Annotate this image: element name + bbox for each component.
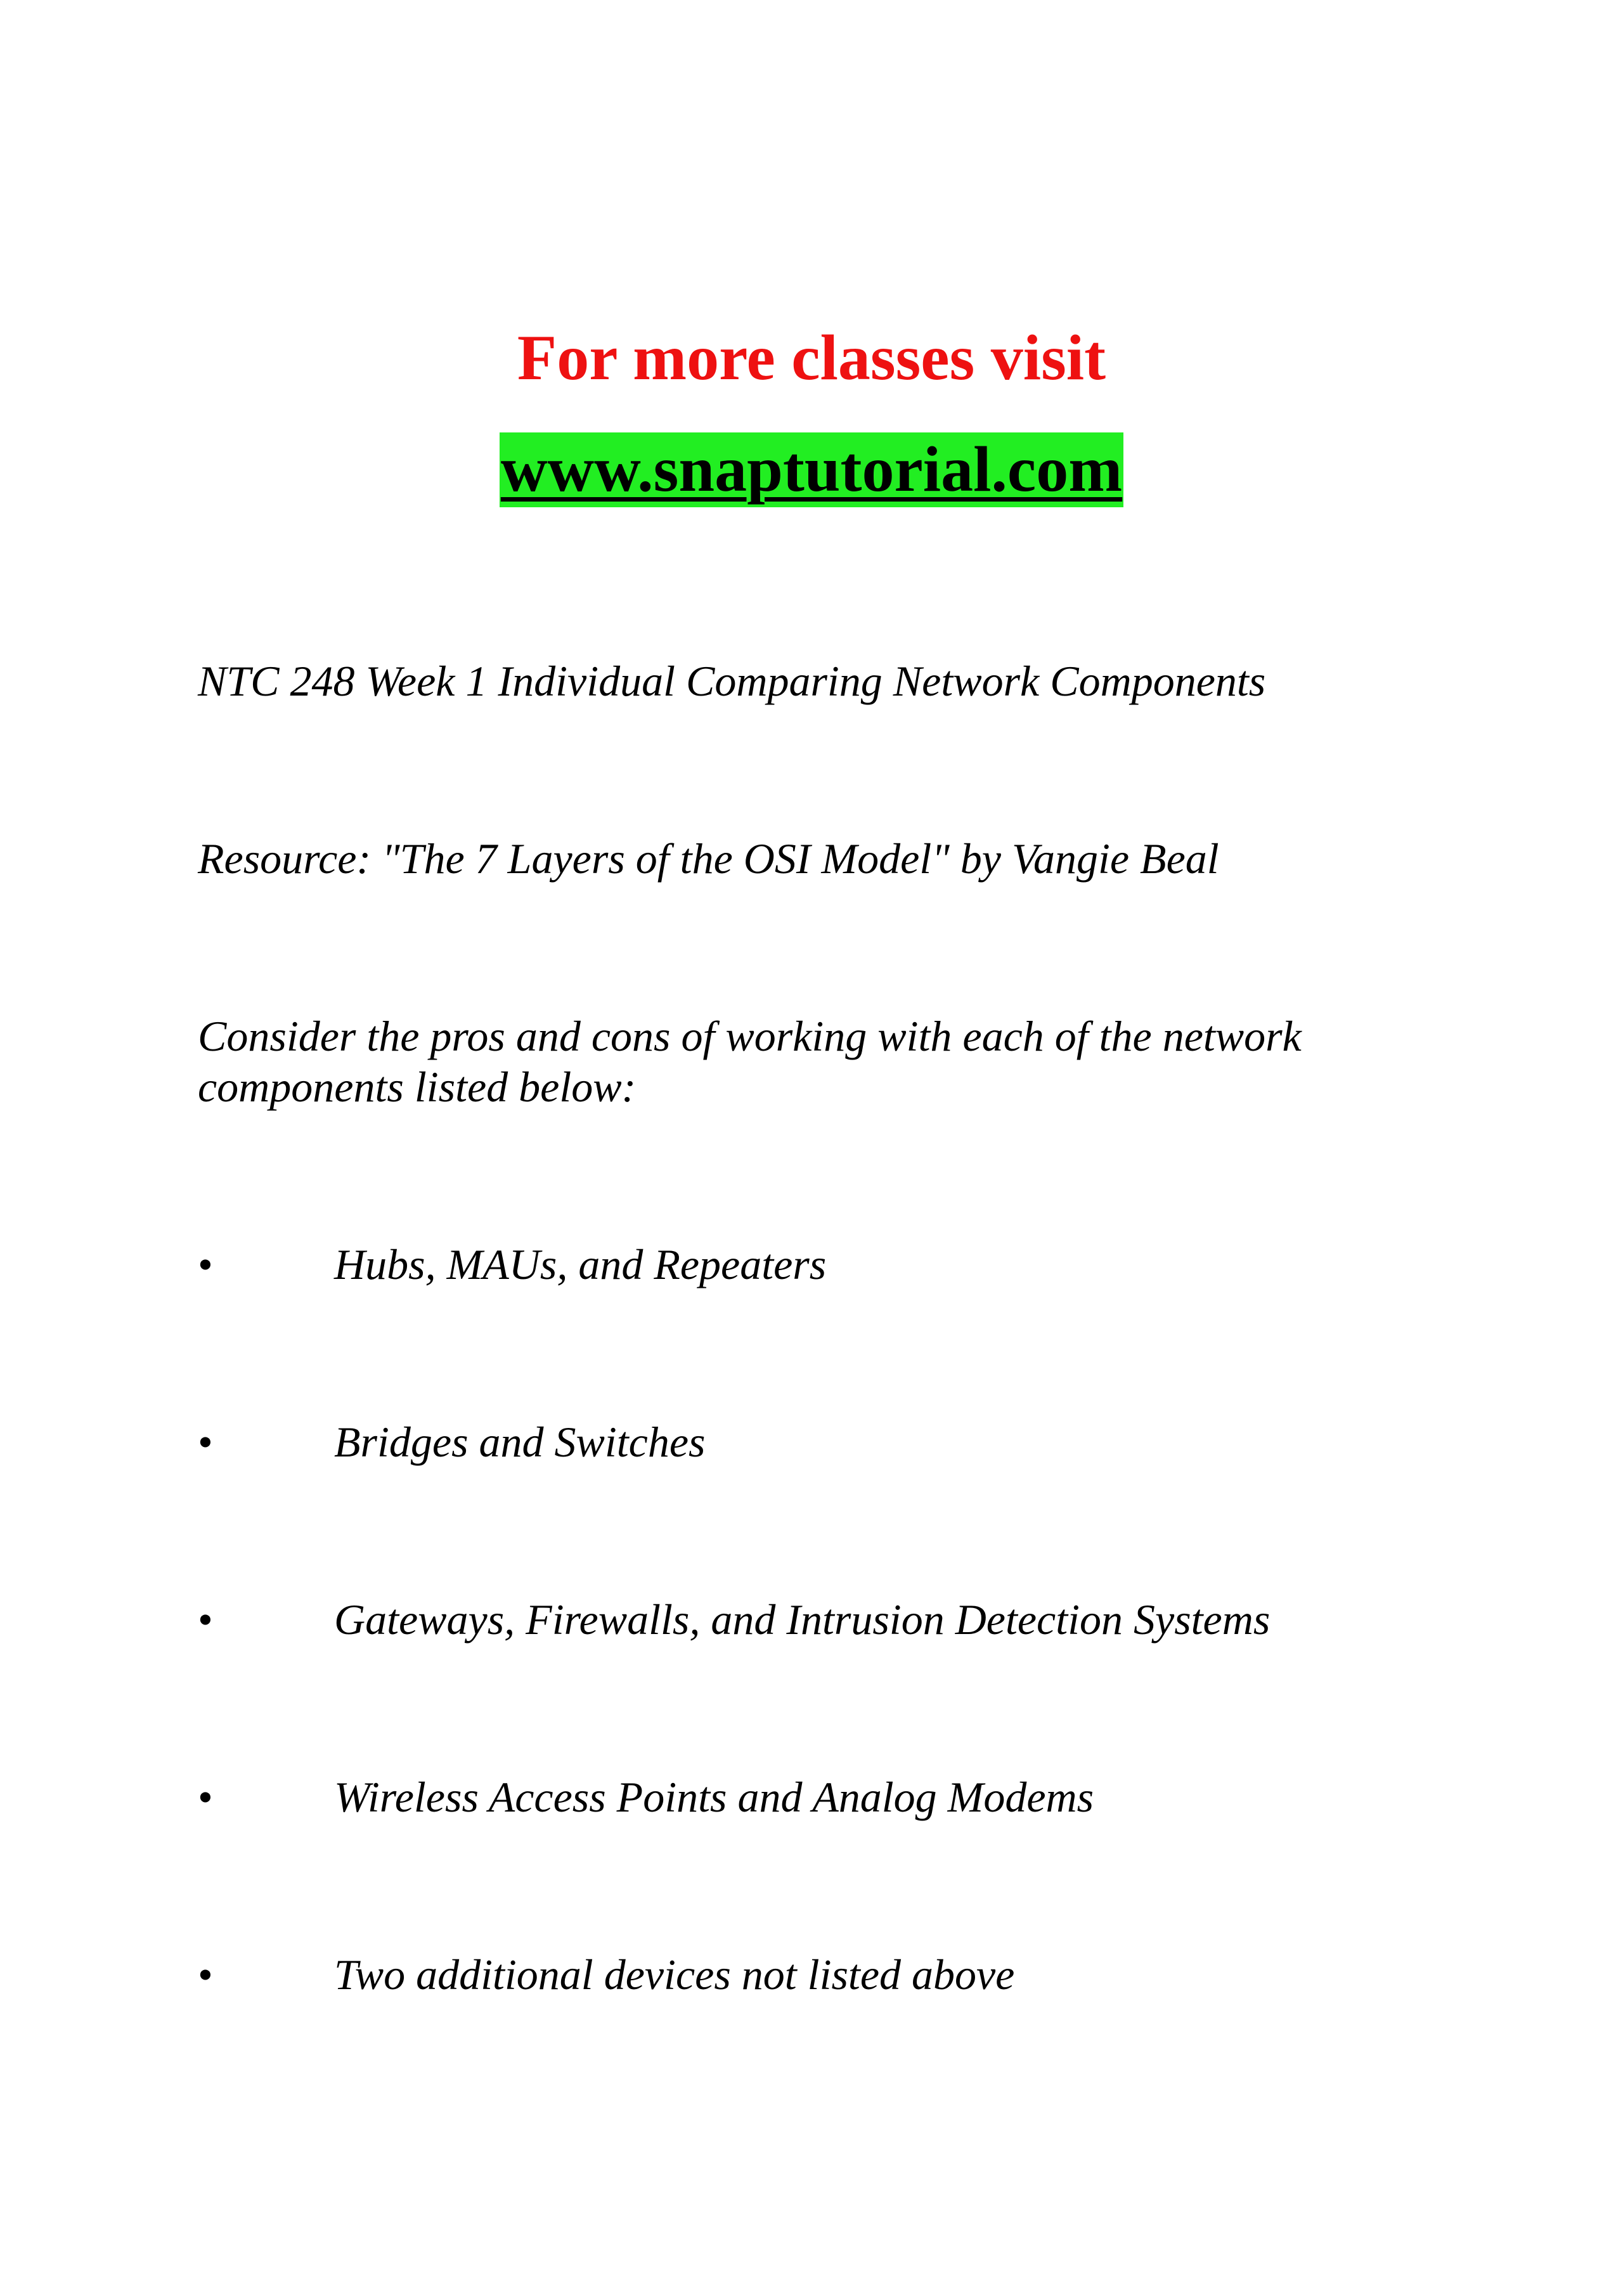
bullet-icon: • (198, 1418, 213, 1466)
list-item-text: Gateways, Firewalls, and Intrusion Detection Systems (334, 1595, 1271, 1644)
course-title: NTC 248 Week 1 Individual Comparing Network Components (198, 657, 1266, 705)
promo-title: For more classes visit (517, 322, 1106, 394)
list-item-text: Two additional devices not listed above (334, 1950, 1015, 1999)
instruction-line-2: components listed below: (198, 1063, 637, 1111)
bullet-icon: • (198, 1773, 213, 1821)
promo-link[interactable]: www.snaptutorial.com (500, 432, 1123, 507)
bullet-icon: • (198, 1595, 213, 1644)
instruction-line-1: Consider the pros and cons of working with each of the network (198, 1012, 1302, 1060)
list-item-text: Hubs, MAUs, and Repeaters (334, 1240, 827, 1288)
list-item-text: Wireless Access Points and Analog Modems (334, 1773, 1094, 1821)
list-item-text: Bridges and Switches (334, 1418, 706, 1466)
bullet-icon: • (198, 1240, 213, 1288)
promo-link-container (0, 432, 1623, 507)
bullet-icon: • (198, 1950, 213, 1999)
resource-line: Resource: "The 7 Layers of the OSI Model" by Vangie Beal (198, 834, 1219, 883)
